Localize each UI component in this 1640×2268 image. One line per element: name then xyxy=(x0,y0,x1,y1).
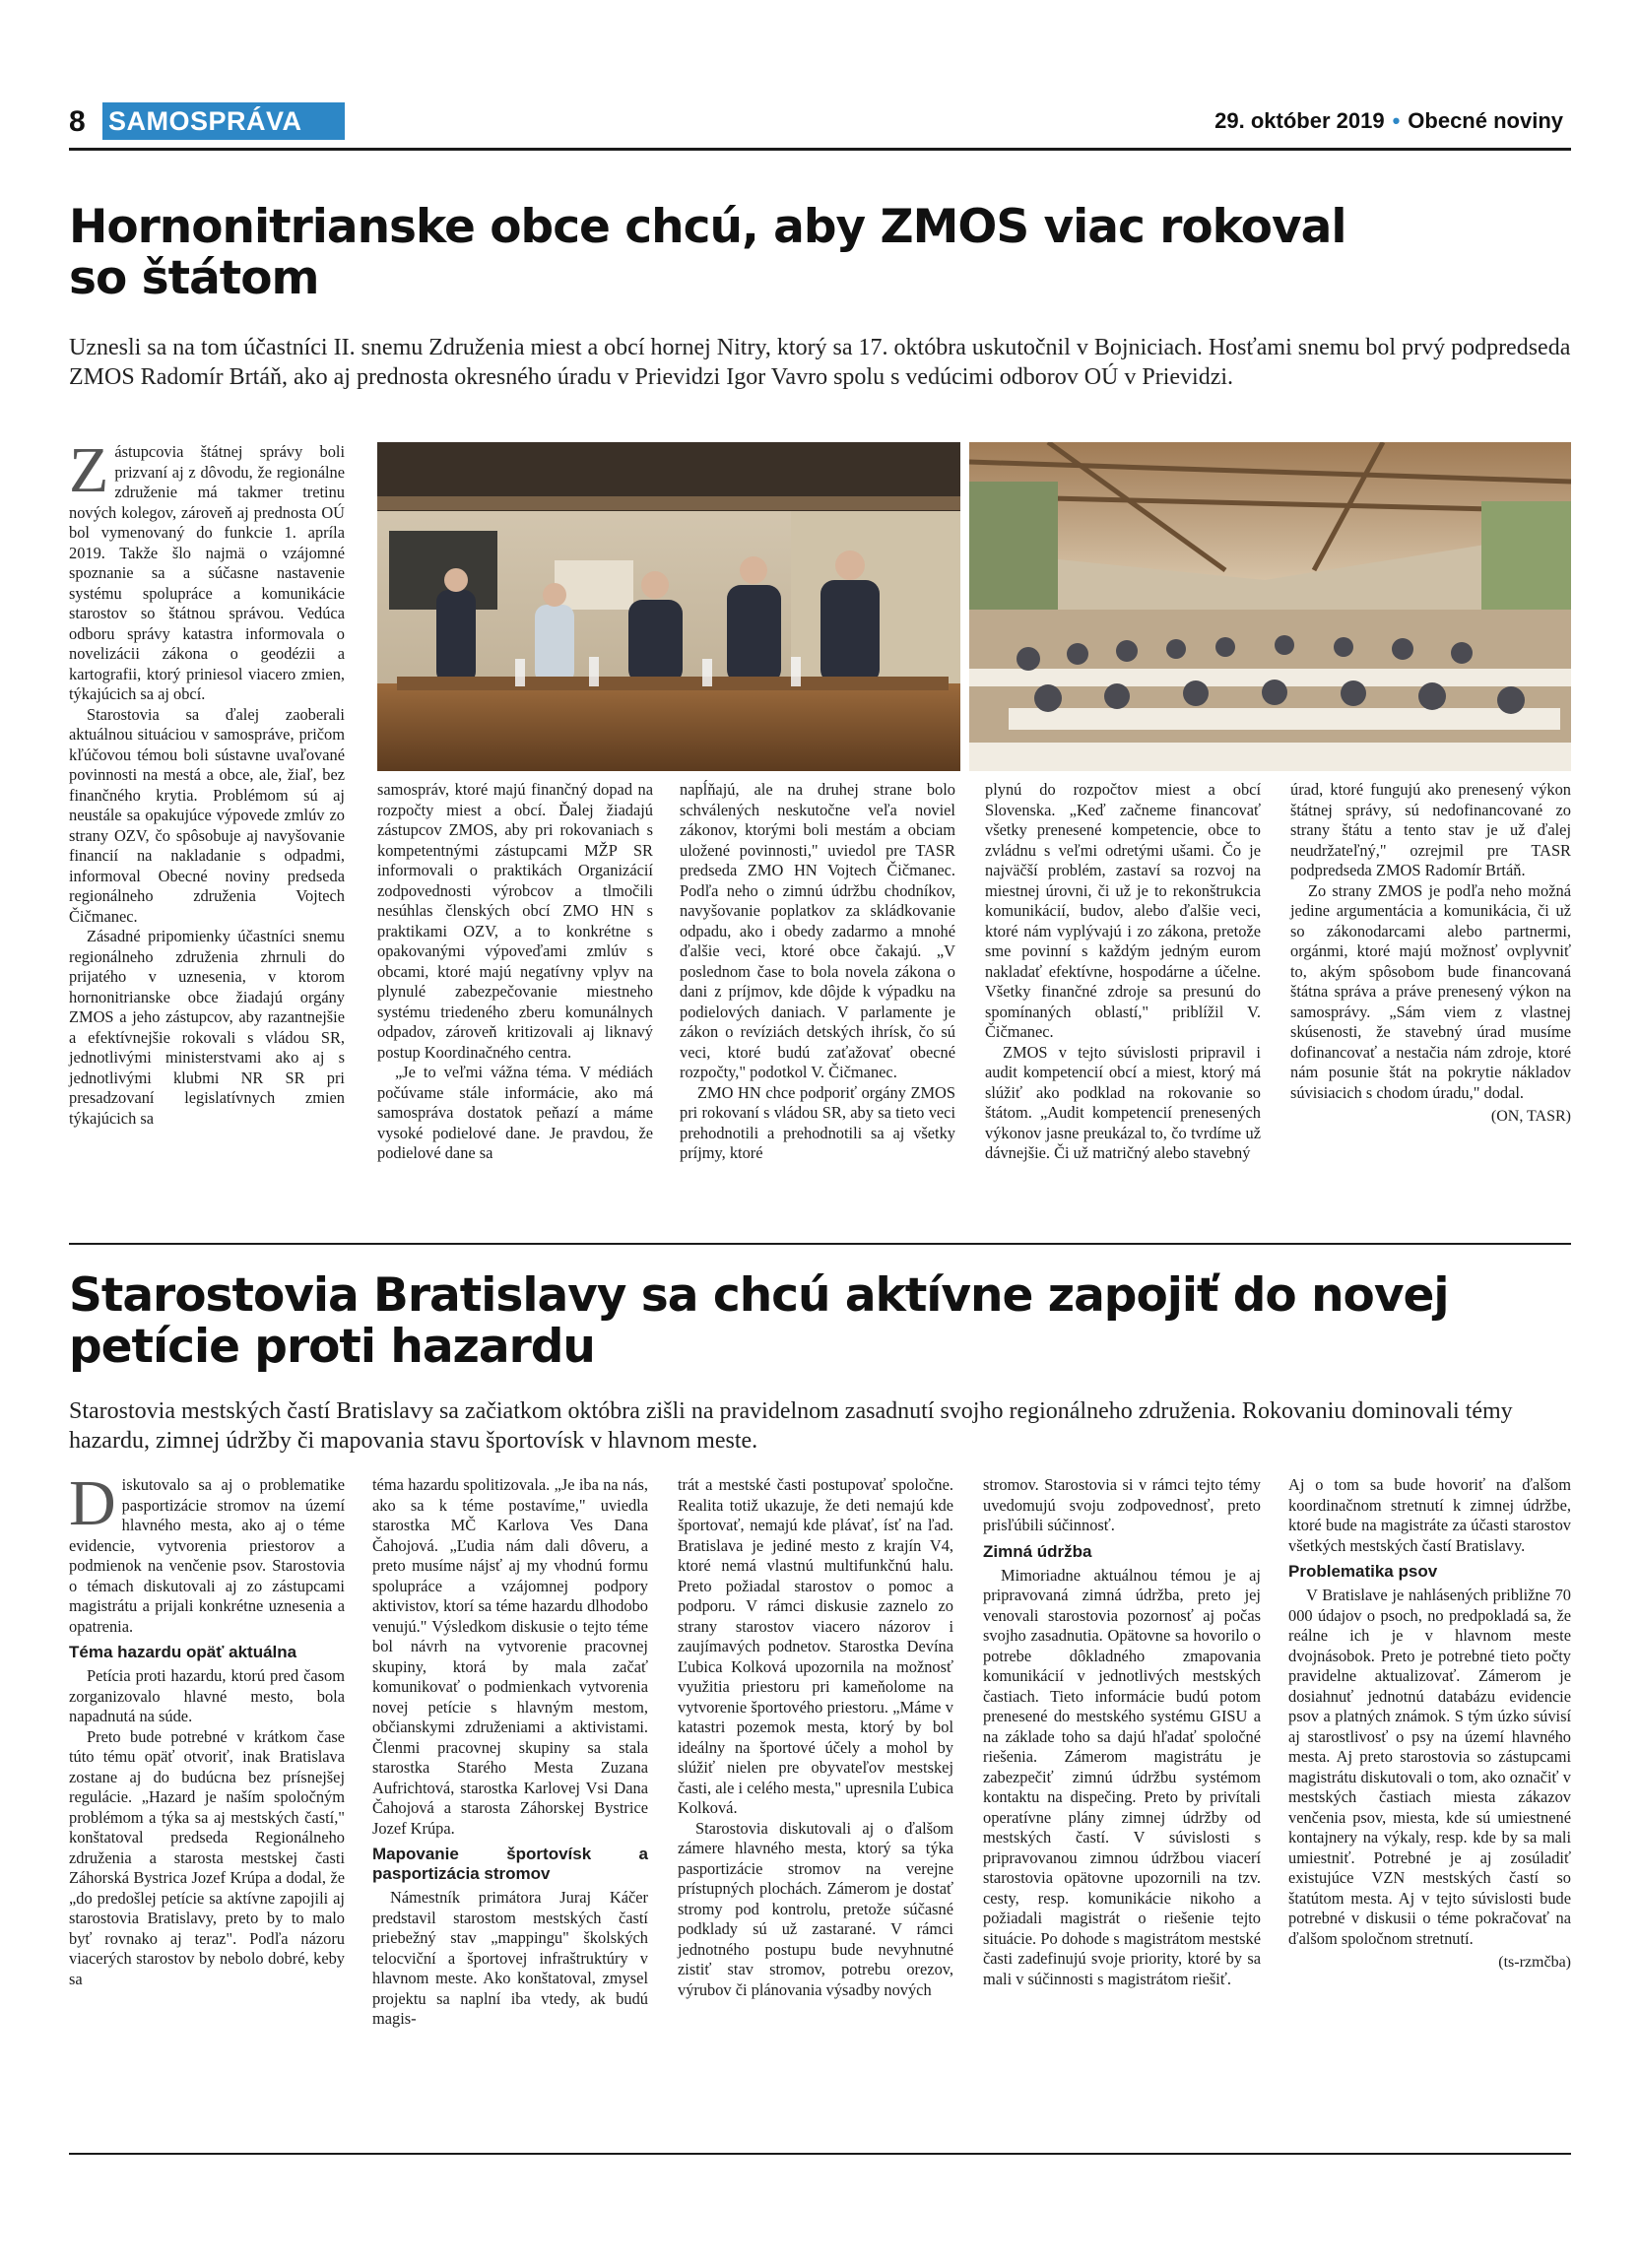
dropcap: D xyxy=(69,1467,116,1539)
subhead-hazard: Téma hazardu opäť aktuálna xyxy=(69,1643,297,1661)
subhead-winter: Zimná údržba xyxy=(983,1541,1092,1561)
header-rule xyxy=(69,148,1571,151)
article2-column-2: téma hazardu spolitizovala. „Je iba na nás, ako sa k téme postavíme," uviedla starostka MČ Karlova Ves Dana Čahojová. „Ľudia nám dali dôveru, a preto musíme nájsť aj my vhodnú formu spolupráce a vzájomnej podpory aktivistov, ktorí sa téme hazardu dlhodobo venujú." Výsledkom diskusie o tejto téme bol návrh na vytvorenie pracovnej skupiny, ktorá by mala začať komunikovať o podmienkach vytvorenia novej petície s hlavným mestom, občianskymi združeniami a aktivistami. Členmi pracovnej skupiny sa stala starostka Starého Mesta Zuzana Aufrichtová, starostka Karlovej Vsi Dana Čahojová a starosta Záhorskej Bystrice Jozef Krúpa. Mapovanie športovísk a pasportizácia stromov Námestník primátora Juraj Káčer predstavil starostom mestských častí priebežný stav „mappingu" školských telocviční a športovej infraštruktúry v hlavnom meste. Ako konštatoval, zmysel projektu sa naplní iba vtedy, ak budú magis- xyxy=(372,1475,648,2028)
dropcap: Z xyxy=(69,434,109,506)
issue-info xyxy=(1214,108,1563,134)
article1-photo-hall xyxy=(969,442,1571,771)
article2-lead: Starostovia mestských častí Bratislavy sa začiatkom októbra zišli na pravidelnom zasadnutí svojho regionálneho združenia. Rokovaniu dominovali témy hazardu, zimnej údržby či mapovania stavu športovísk v hlavnom meste. xyxy=(69,1398,1513,1454)
subhead-dogs: Problematika psov xyxy=(1288,1562,1438,1581)
publication-name: Obecné noviny xyxy=(1408,108,1563,133)
article1-photo-panel xyxy=(377,442,960,771)
page-bottom-rule xyxy=(69,2153,1571,2155)
article2-column-4: stromov. Starostovia si v rámci tejto témy uvedomujú svoju zodpovednosť, preto prisľúbili súčinnosť. Zimná údržba Mimoriadne aktuálnou témou je aj pripravovaná zimná údržba, preto jej venovali starostovia pozornosť aj počas svojho zasadnutia. Opätovne sa hovorilo o potrebe dôkladného zmapovania komunikácií v jednotlivých mestských častiach. Tieto informácie budú potom prenesené do mestského systému GISU a na základe toho sa dajú hľadať spoločné riešenia. Zámerom magistrátu je zabezpečiť zimnú údržbu systémom kontaktu na dispečing. Preto by privítali operatívne plány zimnej údržby od mestských častí. V súvislosti s pripravovanou zimnou údržbou viacerí starostovia opätovne upozornili na tzv. cesty, resp. komunikácie nikoho a požiadali magistrát o riešenie tejto situácie. Po dohode s magistrátom mestské časti zadefinujú svoje priority, ktoré by sa mali v súčinnosti s magistrátom riešiť. xyxy=(983,1475,1261,1988)
article2-column-1: Diskutovalo sa aj o problematike pasportizácie stromov na území hlavného mesta, ako aj o téme evidencie, vytvorenia priestorov a podmienok na venčenie psov. Starostovia o témach diskutovali aj zo zástupcami magistrátu a prijali konkrétne uznesenia a opatrenia. Téma hazardu opäť aktuálna Petícia proti hazardu, ktorú pred časom zorganizovalo hlavné mesto, bola napadnutá na súde. Preto bude potrebné v krátkom čase túto tému opäť otvoriť, inak Bratislava zostane aj do budúcna bez prísnejšej regulácie. „Hazard je naším spoločným problémom a týka sa aj mestských častí," konštatoval predseda Regionálneho združenia a starosta mestskej časti Záhorská Bystrica Jozef Krúpa a dodal, že „do predošlej petície sa aktívne zapojili aj starostovia Bratislavy, preto by to malo byť rovnako aj teraz". Podľa názoru viacerých starostov by nebolo dobré, keby sa xyxy=(69,1467,345,1988)
article1-signature: (ON, TASR) xyxy=(1490,1108,1571,1125)
article1-column-3: napĺňajú, ale na druhej strane bolo schválených neskutočne veľa noviel zákonov, ktorými boli mestám a obciam uložené povinnosti," uviedol pre TASR predseda ZMO HN Vojtech Čičmanec. Podľa neho o zimnú údržbu chodníkov, navyšovanie poplatkov za skládkovanie odpadu, ako i obedy zadarmo a mnohé ďalšie veci, ktoré obce čakajú. „V poslednom čase to bola novela zákona o dani z príjmov, kde dôjde k výpadku na podielových daniach. V parlamente je zákon o revíziách detských ihrísk, čo sú veci, ktoré budú zaťažovať obecné rozpočty," podotkol V. Čičmanec. ZMO HN chce podporiť orgány ZMOS pri rokovaní s vládou SR, aby sa tieto veci prehodnotili a prehodnotili sa aj všetky príjmy, ktoré xyxy=(680,780,955,1162)
article1-column-4: plynú do rozpočtov miest a obcí Slovenska. „Keď začneme financovať všetky prenesené kompetencie, obce to zvládnu s veľmi odretými ušami. Čo je najväčší problém, zastaví sa rozvoj na miestnej úrovni, či už je to rekonštrukcia komunikácií, budov, alebo ďalšie veci, ktoré nám vyplývajú i zo zákona, pretože sme povinní s každým jedným eurom nakladať efektívne, hospodárne a účelne. Všetky finančné zdroje sa presunú do spomínaných oblastí," priblížil V. Čičmanec. ZMOS v tejto súvislosti pripravil i audit kompetencií obcí a miest, ktorý má slúžiť ako podklad na rokovanie so štátom. „Audit kompetencií prenesených výkonov jasne preukázal to, čo tvrdíme už dávnejšie. Či už matričný alebo stavebný xyxy=(985,780,1261,1162)
subhead-sports: Mapovanie športovísk a pasportizácia stromov xyxy=(372,1845,648,1883)
article1-column-5: úrad, ktoré fungujú ako prenesený výkon štátnej správy, sú nedofinancované zo strany štátu a tento stav je už ďalej neudržateľný," ozrejmil pre TASR podpredseda ZMOS Radomír Brtáň. Zo strany ZMOS je podľa neho možná jedine argumentácia a komunikácia, či už so zákonodarcami alebo partnermi, orgánmi, ktoré majú možnosť ovplyvniť to, akým spôsobom bude financovaná štátna správa a práve prenesený výkon na samosprávy. „Sám viem z vlastnej skúsenosti, že stavebný úrad musíme dofinancovať a nestačia nám zdroje, ktoré nám posunie štát na pokrytie nákladov súvisiacich s chodom úradu," dodal. (ON, TASR) xyxy=(1290,780,1571,1128)
article-divider xyxy=(69,1243,1571,1245)
article1-column-2: samospráv, ktoré majú finančný dopad na rozpočty miest a obcí. Ďalej žiadajú zástupcov ZMOS, aby pri rokovaniach s kompetentnými zástupcami MŽP SR informovali o praktikách Organizácií zodpovednosti výrobcov a tlmočili nesúhlas členských obcí ZMO HN s praktikami OZV, a to konkrétne s opakovanými výpoveďami zmlúv s obcami, ktoré majú negatívny vplyv na plynulé zabezpečovanie miestneho systému triedeného zberu komunálnych odpadov, zároveň kritizovali aj liknavý postup Koordinačného centra. „Je to veľmi vážna téma. V médiách počúvame stále informácie, ako má samospráva dostatok peňazí a máme vysoké podielové dane. Je pravdou, že podielové dane sa xyxy=(377,780,653,1162)
article2-signature: (ts-rzmčba) xyxy=(1498,1954,1571,1971)
article1-lead: Uznesli sa na tom účastníci II. snemu Združenia miest a obcí hornej Nitry, ktorý sa 17. októbra uskutočnil v Bojniciach. Hosťami snemu bol prvý podpredseda ZMOS Radomír Brtáň, ako aj prednosta okresného úradu v Prievidzi Igor Vavro spolu s vedúcimi odborov OÚ v Prievidzi. xyxy=(69,335,1571,390)
article1-column-1: Zástupcovia štátnej správy boli prizvaní aj z dôvodu, že regionálne združenie má takmer tretinu nových kolegov, zároveň aj prednosta OÚ bol vymenovaný do funkcie 1. apríla 2019. Takže šlo najmä o vzájomné spoznanie sa a súčasne nastavenie systému spolupráce a komunikácie starostov so štátnou správou. Vedúca odboru správy katastra informovala o novelizácii zákona o geodézii a kartografii, ktorý priniesol viacero zmien, týkajúcich sa aj obcí. Starostovia sa ďalej zaoberali aktuálnou situáciou v samospráve, pričom kľúčovou témou boli sústavne uvaľované povinnosti na mestá a obce, ale, žiaľ, bez finančného krytia. Problémom sú aj neustále sa opakujúce výpovede zmlúv zo strany OZV, čo spôsobuje aj navyšovanie financií na nakladanie s odpadmi, informoval Obecné noviny predseda regionálneho združenia Vojtech Čičmanec. Zásadné pripomienky účastníci snemu regionálneho združenia zhrnuli do prijatého v uznesenia, v ktorom hornonitrianske obce žiadajú orgány ZMOS a jeho zástupcov, aby razantnejšie a efektívnejšie rokovali s vládou SR, jednotlivými ministerstvami ako aj s jednotlivými klubmi NR SR pri presadzovaní legislatívnych zmien týkajúcich sa xyxy=(69,434,345,1128)
article2-column-3: trát a mestské časti postupovať spoločne. Realita totiž ukazuje, že deti nemajú kde športovať, nemajú kde plávať, ísť na ľad. Bratislava je jediné mesto z krajín V4, ktoré nemá vlastnú multifunkčnú halu. Preto požiadal starostov o pomoc a podporu. V rámci diskusie zaznelo zo strany starostov viacero názorov i zaujímavých podnetov. Starostka Devína Ľubica Kolková upozornila na možnosť využitia priestoru pri kameňolome na vytvorenie športového priestoru. „Máme v katastri pozemok mesta, ktorý by bol ideálny na športové účely a mohol by slúžiť nielen pre obyvateľov mestskej časti, ale i celého mesta," upresnila Ľubica Kolková. Starostovia diskutovali aj o ďalšom zámere hlavného mesta, ktorý sa týka pasportizácie stromov na verejne prístupných plochách. Zámerom je dostať stromy pod kontrolu, pretože súčasné podklady sú už zastarané. V rámci jednotného postupu bude nevyhnutné zistiť stav stromov, potrebu orezov, výrubov či plánovania výsadby nových xyxy=(678,1475,953,1999)
issue-date: 29. október 2019 xyxy=(1214,108,1385,133)
page-number: 8 xyxy=(69,105,86,138)
section-label: SAMOSPRÁVA xyxy=(102,102,345,140)
article2-headline: Starostovia Bratislavy sa chcú aktívne zapojiť do novej petície proti hazardu xyxy=(69,1268,1449,1374)
article2-column-5: Aj o tom sa bude hovoriť na ďalšom koordinačnom stretnutí k zimnej údržbe, ktoré bude na magistráte za účasti starostov všetkých mestských častí Bratislavy. Problematika psov V Bratislave je nahlásených približne 70 000 údajov o psoch, no predpokladá sa, že reálne ich je v hlavnom meste dvojnásobok. Preto je potrebné tieto počty pravidelne aktualizovať. Zámerom je dosiahnuť jednotnú databázu evidencie psov a platných známok. S tým úzko súvisí aj starostlivosť o psy na území hlavného mesta. Aj preto starostovia so zástupcami magistrátu diskutovali o tom, ako označiť v mestských častiach miesta zákazov venčenia psov, miesta, kde sú umiestnené kontajnery na výkaly, resp. kde by sa mali umiestniť. Potrebné je aj zosúladiť existujúce VZN mestských častí so štatútom mesta. Aj v tejto súvislosti bude potrebné v diskusii o téme pokračovať na ďalšom spoločnom stretnutí. (ts-rzmčba) xyxy=(1288,1475,1571,1974)
separator-dot: • xyxy=(1392,108,1401,133)
article1-headline: Hornonitrianske obce chcú, aby ZMOS viac rokoval so štátom xyxy=(69,200,1346,305)
